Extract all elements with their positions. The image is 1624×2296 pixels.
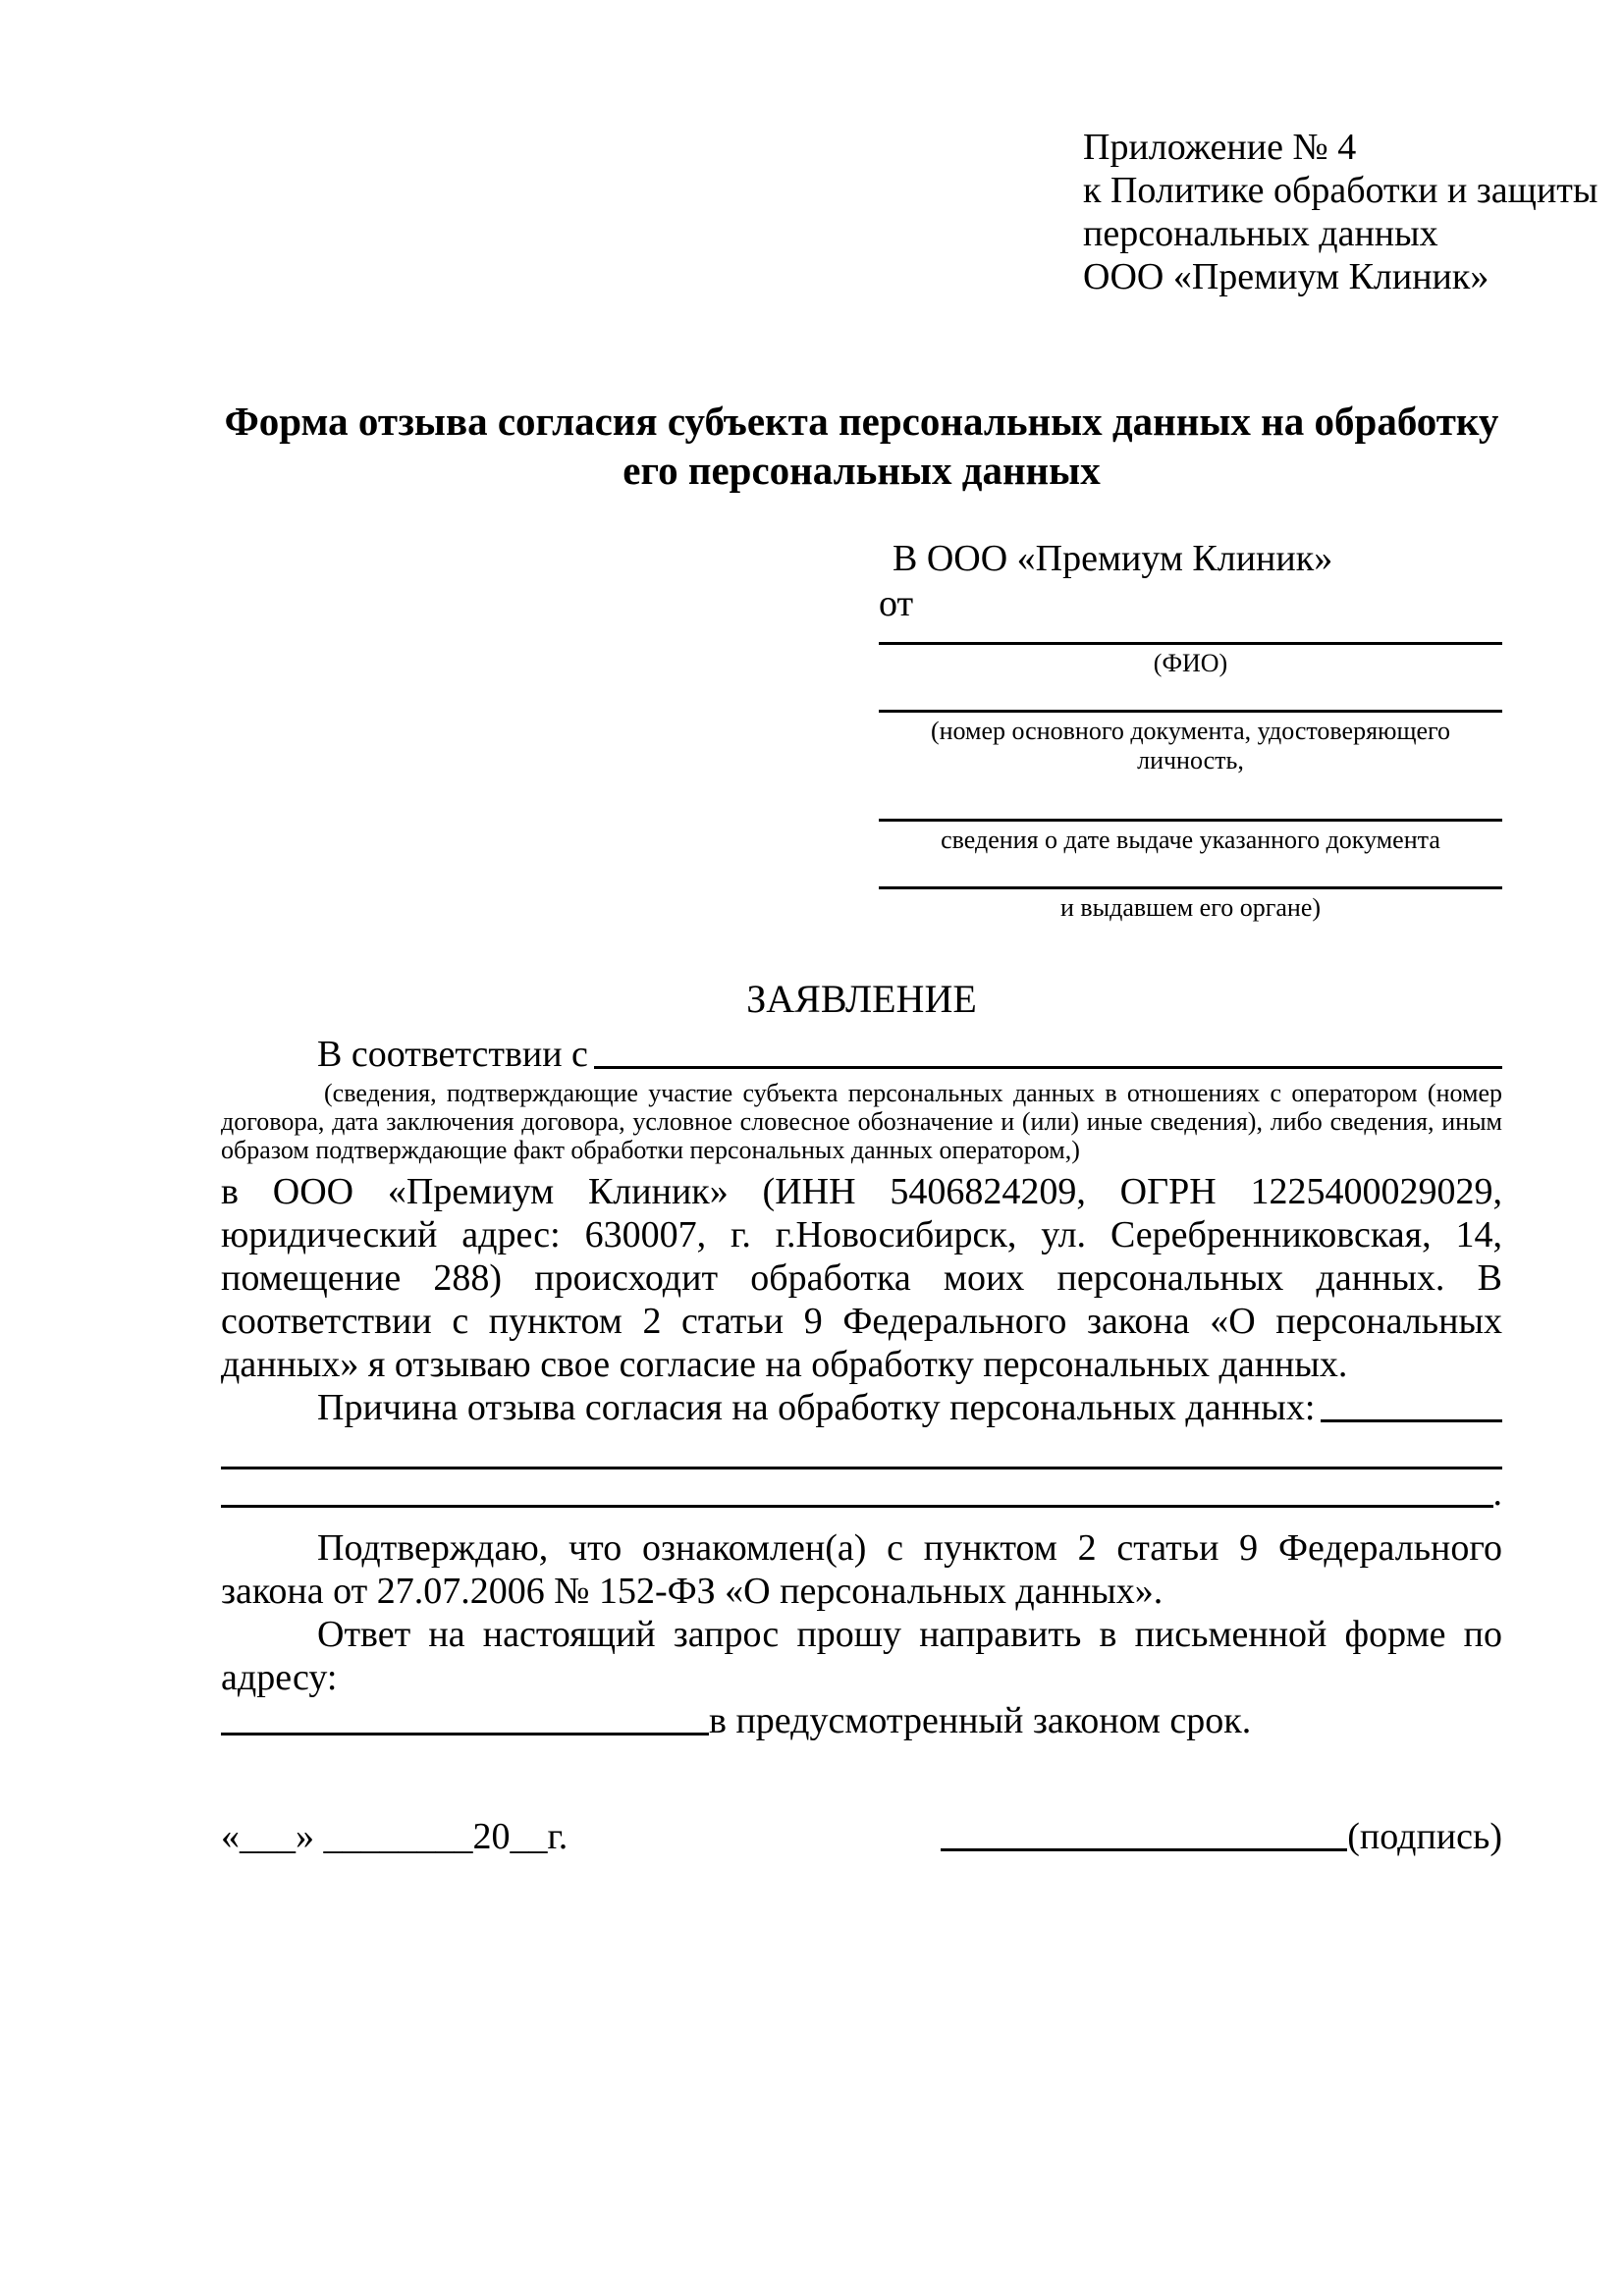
annex-header: [1083, 0, 1624, 298]
accordance-field-line[interactable]: [594, 1033, 1502, 1069]
confirmation-paragraph: Подтверждаю, что ознакомлен(а) с пунктом 2 статьи 9 Федерального закона от 27.07.2006 № 152-ФЗ «О персональных данных».: [221, 1527, 1502, 1612]
statement-section: [221, 976, 1502, 1742]
reason-label: Причина отзыва согласия на обработку персональных данных:: [317, 1387, 1316, 1428]
fio-field-caption: (ФИО): [1153, 649, 1228, 677]
id-document-issuer-caption: и выдавшем его органе): [1059, 893, 1322, 922]
signing-row: [221, 1815, 1502, 1858]
accordance-footnote: (сведения, подтверждающие участие субъекта персональных данных в отношениях с оператором (номер договора, дата заключения договора, условное словесное обозначение и (или) иные сведения), либо сведения, иным образом подтверждающие факт обработки персональных данных оператором,): [221, 1079, 1502, 1164]
signature-block: [941, 1815, 1502, 1858]
signature-caption: (подпись): [1347, 1816, 1502, 1857]
statement-heading: ЗАЯВЛЕНИЕ: [746, 977, 977, 1021]
addressee-to: В ООО «Премиум Клиник»: [893, 538, 1333, 579]
reason-field-row-3: [221, 1471, 1502, 1515]
reason-field-line-2[interactable]: [221, 1467, 1502, 1469]
reply-suffix: в предусмотренный законом срок.: [709, 1700, 1252, 1741]
reason-field-line[interactable]: [1321, 1386, 1502, 1422]
accordance-label: В соответствии с: [317, 1034, 588, 1075]
statement-body-paragraph: в ООО «Премиум Клиник» (ИНН 5406824209, ОГРН 1225400029029, юридический адрес: 630007, г. г.Новосибирск, ул. Серебренниковская, 14, помещение 288) происходит обработка моих персональных данных. В соответствии с пунктом 2 статьи 9 Федерального закона «О персональных данных» я отзываю свое согласие на обработку персональных данных.: [221, 1171, 1502, 1385]
reply-address-row: [221, 1699, 1502, 1742]
reply-address-field-line[interactable]: [221, 1699, 709, 1735]
addressee-block: [879, 536, 1502, 923]
reason-field-line-3[interactable]: [221, 1471, 1493, 1508]
annex-line: ООО «Премиум Клиник»: [1083, 256, 1489, 297]
addressee-from-label: от: [879, 583, 914, 624]
id-document-number-caption: (номер основного документа, удостоверяющего личность,: [930, 717, 1451, 774]
document-title: [221, 397, 1502, 495]
annex-line: к Политике обработки и защиты: [1083, 170, 1598, 211]
accordance-row: [221, 1033, 1502, 1076]
annex-line: персональных данных: [1083, 213, 1438, 254]
document-title-line: его персональных данных: [623, 448, 1101, 493]
signature-field-line[interactable]: [941, 1815, 1347, 1851]
reason-terminator: .: [1492, 1472, 1502, 1514]
date-blank[interactable]: «___» ________20__г.: [221, 1816, 568, 1857]
document-title-line: Форма отзыва согласия субъекта персональных данных на обработку: [224, 399, 1499, 444]
annex-line: Приложение № 4: [1083, 127, 1357, 168]
id-document-issue-date-caption: сведения о дате выдаче указанного документа: [941, 826, 1440, 854]
reply-request-line: Ответ на настоящий запрос прошу направить в письменной форме по адресу:: [221, 1614, 1502, 1698]
reason-row: [221, 1386, 1502, 1429]
